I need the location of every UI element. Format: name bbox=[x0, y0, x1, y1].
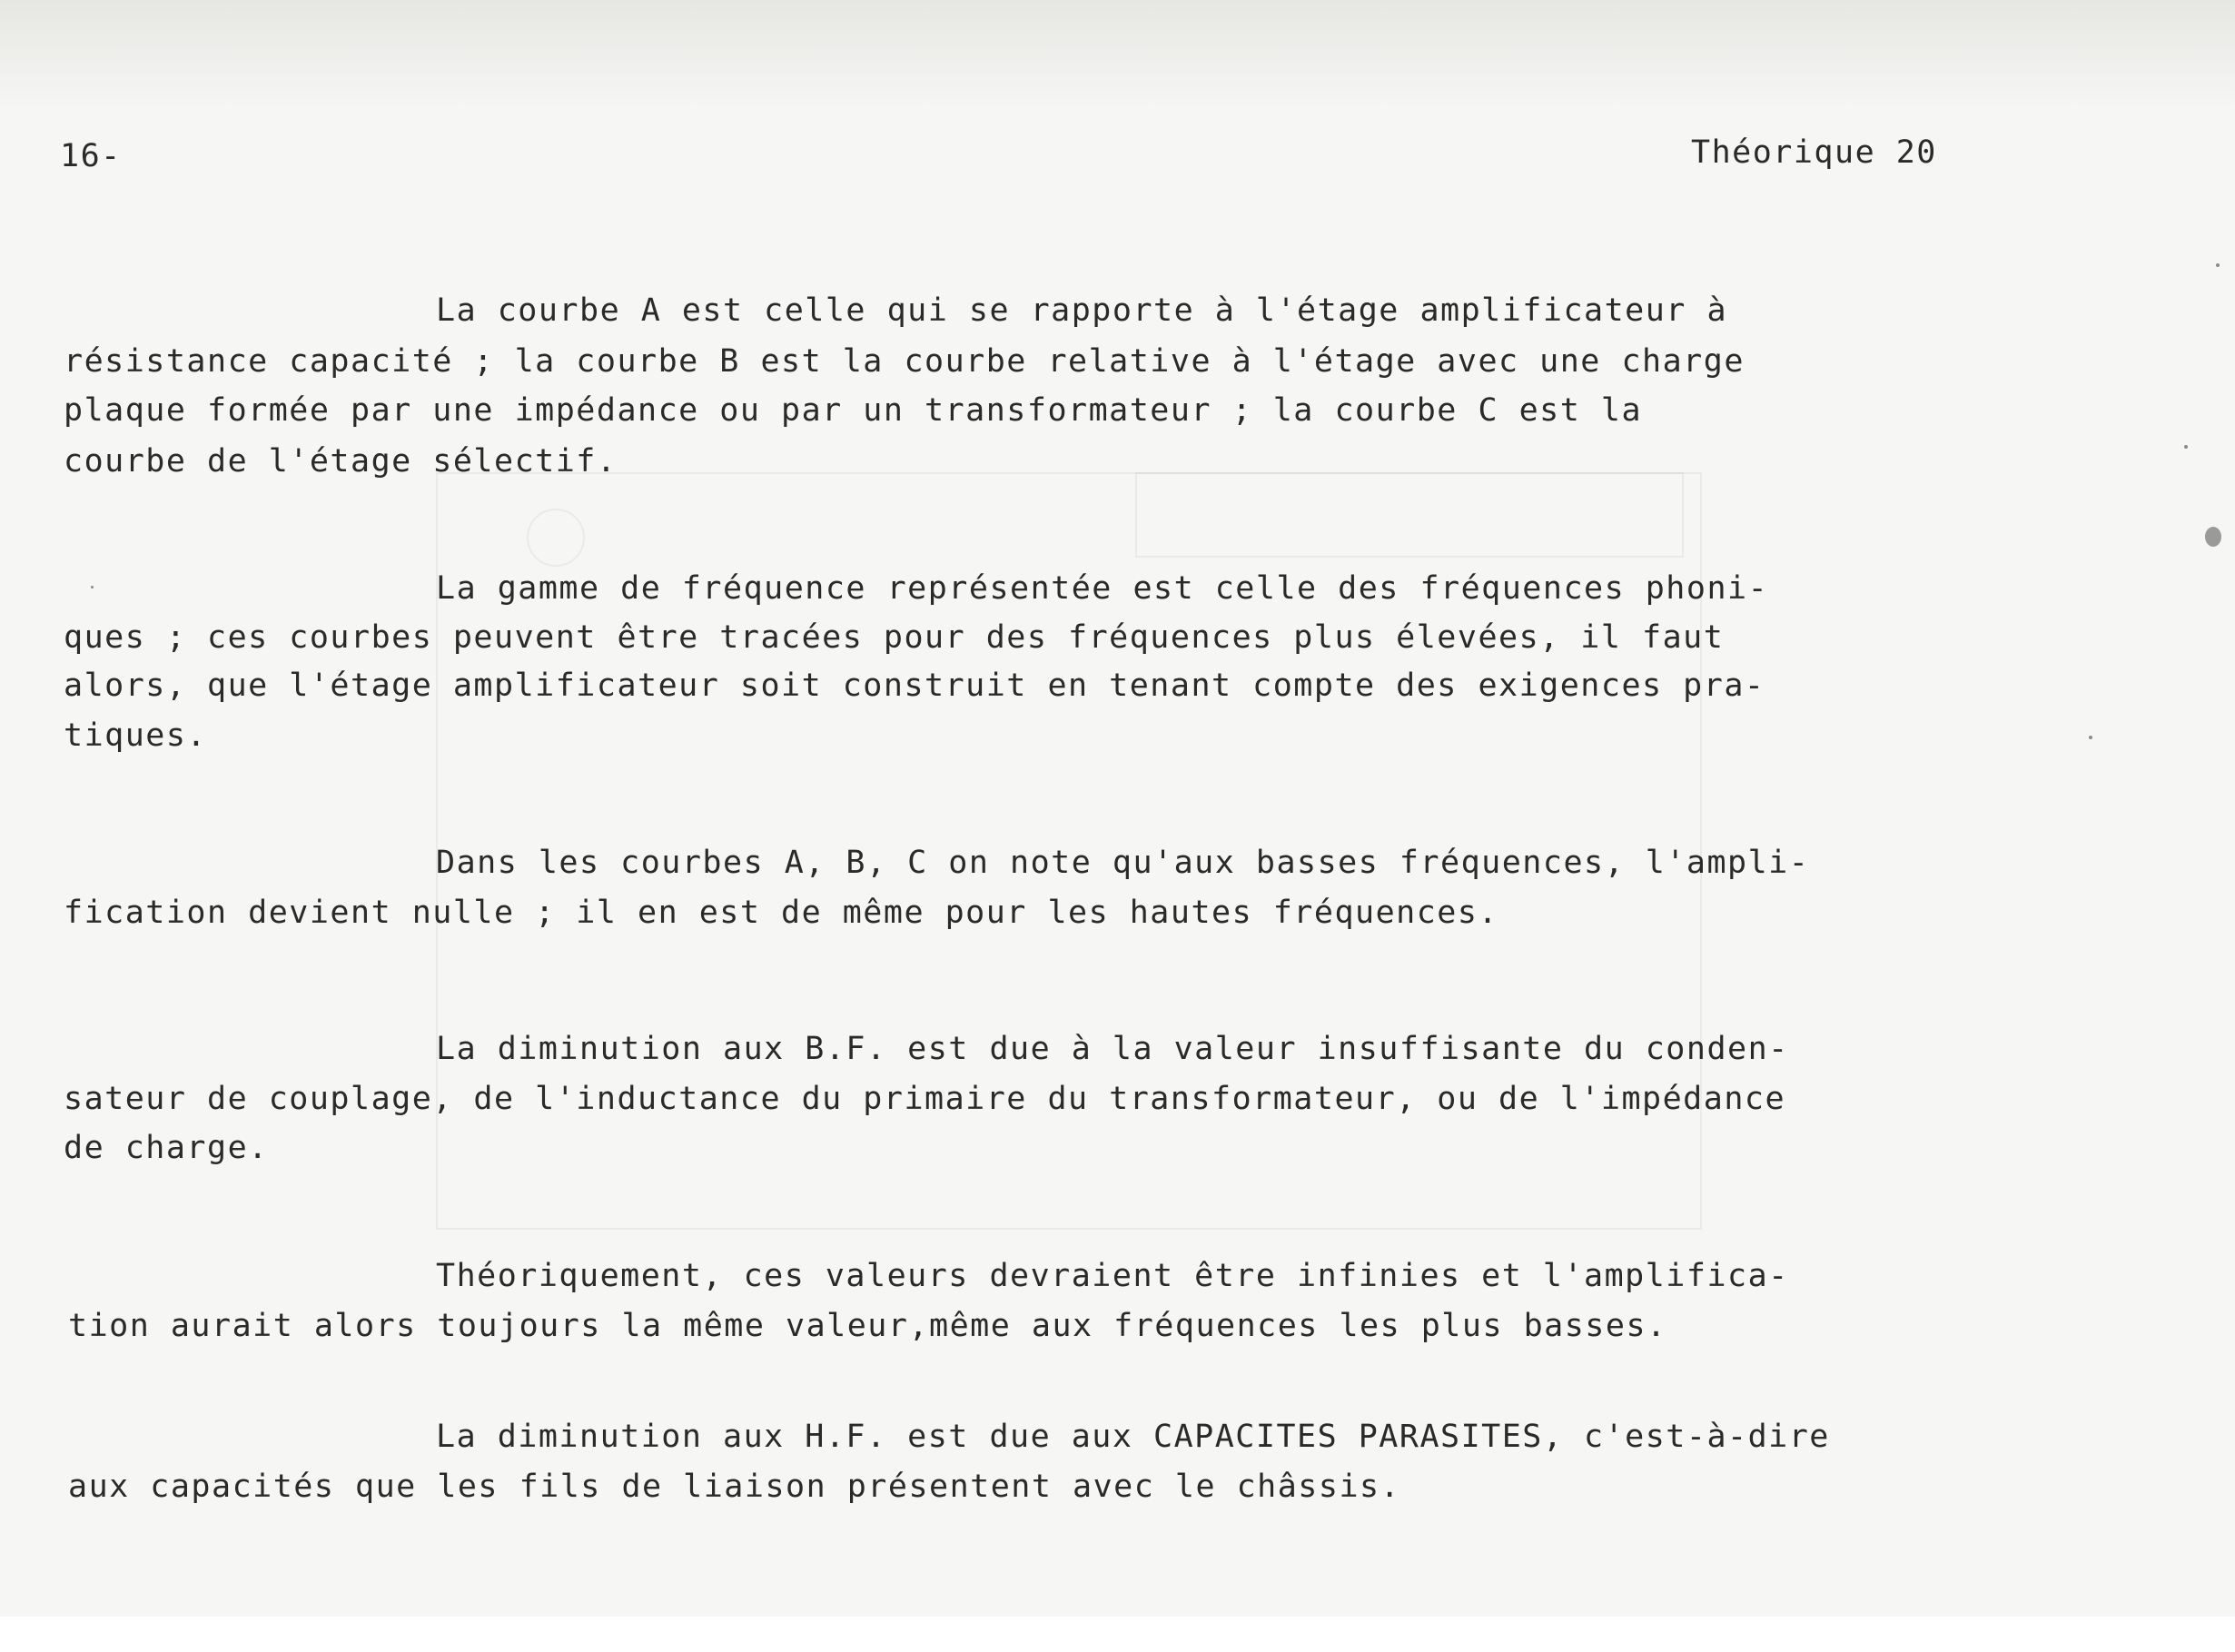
paragraph-6-line-1: La diminution aux H.F. est due aux CAPACITES PARASITES, c'est-à-dire bbox=[436, 1419, 1830, 1455]
section-label: Théorique 20 bbox=[1691, 134, 1937, 171]
paragraph-4-line-3: de charge. bbox=[64, 1130, 269, 1166]
paragraph-1-line-3: plaque formée par une impédance ou par un transformateur ; la courbe C est la bbox=[64, 392, 1643, 429]
paragraph-2-line-2: ques ; ces courbes peuvent être tracées pour des fréquences plus élevées, il faut bbox=[64, 619, 1725, 656]
scan-speck bbox=[2089, 736, 2092, 739]
paragraph-2-line-4: tiques. bbox=[64, 717, 208, 754]
paragraph-4-line-2: sateur de couplage, de l'inductance du primaire du transformateur, ou de l'impédance bbox=[64, 1081, 1786, 1117]
scan-speck bbox=[2184, 445, 2188, 449]
paragraph-1-line-4: courbe de l'étage sélectif. bbox=[64, 443, 618, 480]
paragraph-2-line-3: alors, que l'étage amplificateur soit construit en tenant compte des exigences pra- bbox=[64, 668, 1765, 704]
paragraph-6-line-2: aux capacités que les fils de liaison présentent avec le châssis. bbox=[68, 1469, 1401, 1505]
paragraph-4-line-1: La diminution aux B.F. est due à la valeur insuffisante du conden- bbox=[436, 1031, 1789, 1067]
scan-speck bbox=[2216, 263, 2220, 267]
paragraph-5-line-1: Théoriquement, ces valeurs devraient être infinies et l'amplifica- bbox=[436, 1258, 1789, 1294]
scan-speck bbox=[2205, 527, 2221, 547]
paragraph-5-line-2: tion aurait alors toujours la même valeur,même aux fréquences les plus basses. bbox=[68, 1308, 1667, 1344]
paragraph-3-line-2: fication devient nulle ; il en est de même pour les hautes fréquences. bbox=[64, 895, 1499, 931]
paragraph-1-line-2: résistance capacité ; la courbe B est la courbe relative à l'étage avec une charge bbox=[64, 343, 1745, 380]
page-number: 16- bbox=[60, 138, 122, 174]
scan-border bbox=[0, 1617, 2235, 1652]
paragraph-1-line-1: La courbe A est celle qui se rapporte à l'étage amplificateur à bbox=[436, 292, 1728, 329]
paragraph-3-line-1: Dans les courbes A, B, C on note qu'aux basses fréquences, l'ampli- bbox=[436, 845, 1810, 881]
scan-speck bbox=[91, 586, 94, 589]
paragraph-2-line-1: La gamme de fréquence représentée est celle des fréquences phoni- bbox=[436, 570, 1769, 607]
scan-shadow bbox=[0, 0, 2235, 109]
